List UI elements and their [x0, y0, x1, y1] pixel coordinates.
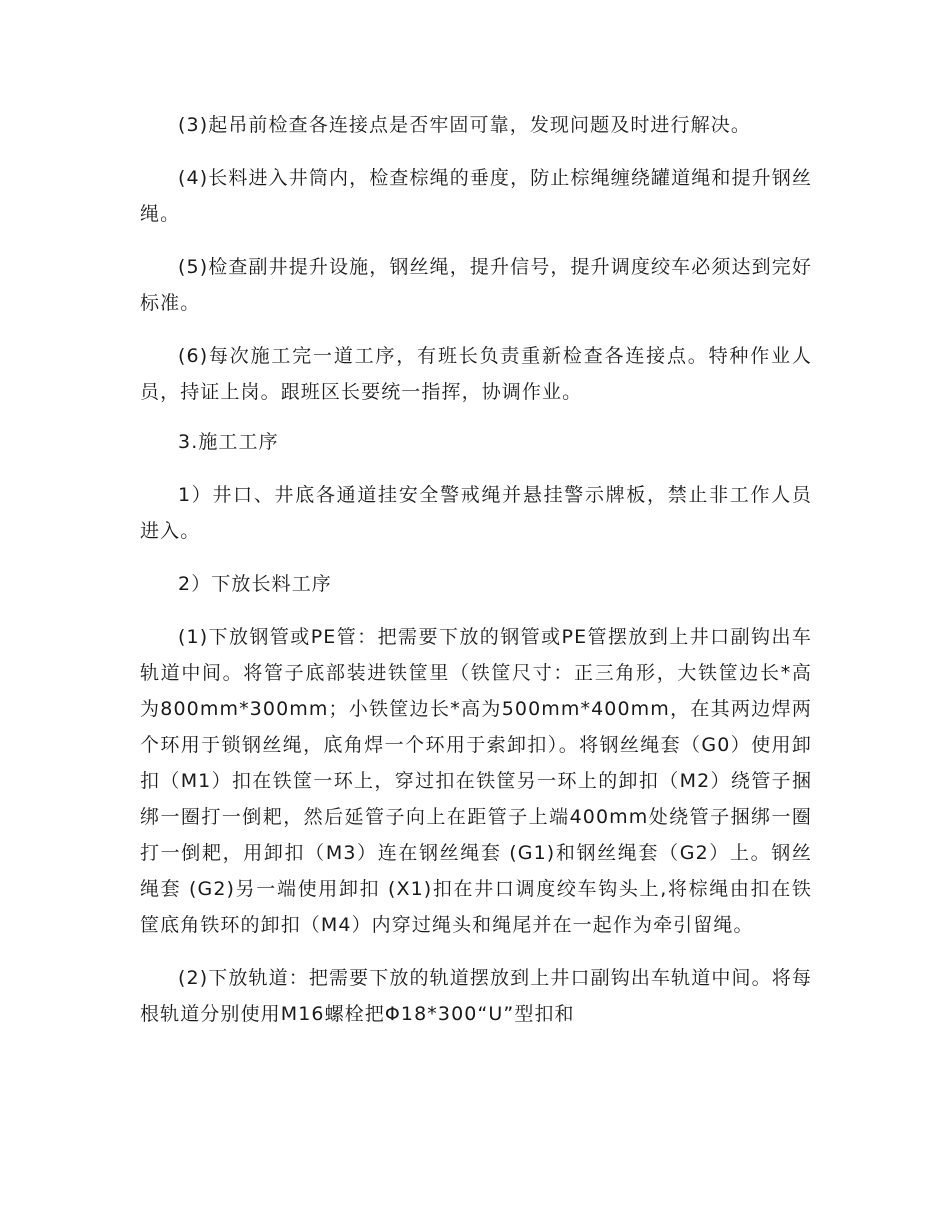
section-heading-construction-process: 3.施工工序: [178, 431, 279, 453]
paragraph-lowering-pipes: (1)下放钢管或PE管：把需要下放的钢管或PE管摆放到上井口副钩出车轨道中间。将管子底部装进铁筐里（铁筐尺寸：正三角形，大铁筐边长*高为800mm*300mm；小铁筐边长*高为500mm*400mm，在其两边焊两个环用于锁钢丝绳，底角焊一个环用于索卸扣）。将钢丝绳套（G0）使用卸扣（M1）扣在铁筐一环上，穿过扣在铁筐另一环上的卸扣（M2）绕管子捆绑一圈打一倒耙，然后延管子向上在距管子上端400mm处绕管子捆绑一圈打一倒耙，用卸扣（M3）连在钢丝绳套 (G1)和钢丝绳套（G2）上。钢丝绳套 (G2)另一端使用卸扣 (X1)扣在井口调度绞车钩头上,将棕绳由扣在铁筐底角铁环的卸扣（M4）内穿过绳头和绳尾并在一起作为牵引留绳。: [140, 626, 812, 936]
paragraph-long-material-entry: (4)长料进入井筒内，检查棕绳的垂度，防止棕绳缠绕罐道绳和提升钢丝绳。: [140, 167, 812, 225]
paragraph-inspect-connections: (3)起吊前检查各连接点是否牢固可靠，发现问题及时进行解决。: [178, 114, 751, 136]
subheading-lowering-long-material: 2）下放长料工序: [178, 573, 332, 595]
paragraph-check-hoist-facilities: (5)检查副井提升设施，钢丝绳，提升信号，提升调度绞车必须达到完好标准。: [140, 256, 812, 314]
paragraph-recheck-after-process: (6)每次施工完一道工序，有班长负责重新检查各连接点。特种作业人员，持证上岗。跟班区长要统一指挥，协调作业。: [140, 345, 812, 403]
document-body: [140, 107, 812, 1032]
paragraph-warning-ropes: 1）井口、井底各通道挂安全警戒绳并悬挂警示牌板，禁止非工作人员进入。: [140, 484, 812, 542]
paragraph-lowering-rails: (2)下放轨道：把需要下放的轨道摆放到上井口副钩出车轨道中间。将每根轨道分别使用M16螺栓把Φ18*300“U”型扣和: [140, 967, 812, 1025]
